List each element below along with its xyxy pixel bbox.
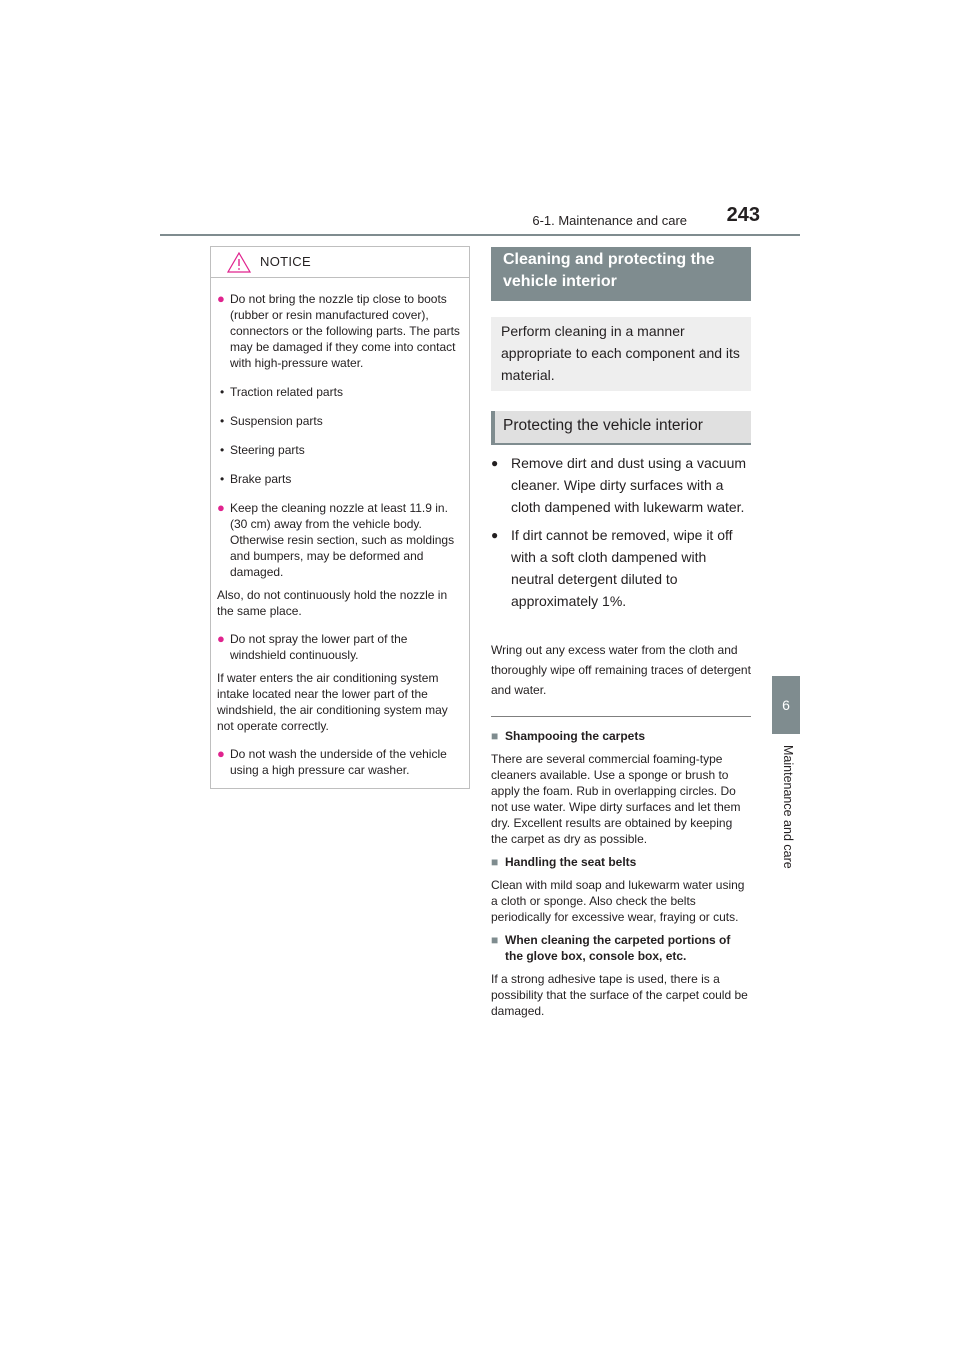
- square-bullet-icon: ■: [491, 855, 499, 869]
- warning-triangle-icon: [227, 252, 251, 273]
- intro-box: Perform cleaning in a manner appropriate to each component and its material.: [491, 317, 751, 391]
- care-notes: [491, 721, 751, 1019]
- detergent-note: Wring out any excess water from the cloth and thoroughly wipe off remaining traces of detergent and water.: [491, 643, 751, 697]
- notice-item: [217, 291, 463, 371]
- chapter-tab: 6: [772, 676, 800, 734]
- notice-part-text: Brake parts: [230, 472, 292, 486]
- notice-header: [211, 247, 469, 278]
- notice-box: [210, 246, 470, 789]
- section-title: 6-1. Maintenance and care: [532, 213, 687, 228]
- divider: [491, 716, 751, 717]
- list-item-text: Remove dirt and dust using a vacuum cleaner. Wipe dirty surfaces with a cloth dampened with lukewarm water.: [511, 455, 747, 515]
- notice-part: • Traction related parts: [220, 385, 343, 399]
- notice-part: • Suspension parts: [220, 414, 323, 428]
- notice-item-text: Do not spray the lower part of the windshield continuously.: [230, 632, 408, 662]
- notice-item: [217, 746, 463, 778]
- list-item-text: If dirt cannot be removed, wipe it off with a soft cloth dampened with neutral detergent diluted to approximately 1%.: [511, 527, 733, 609]
- instruction-list: [491, 452, 751, 618]
- notice-paragraph: Also, do not continuously hold the nozzle in the same place.: [217, 588, 448, 618]
- care-heading-text: Shampooing the carpets: [505, 729, 646, 743]
- notice-title: NOTICE: [260, 254, 311, 269]
- notice-part-text: Suspension parts: [230, 414, 323, 428]
- notice-part-text: Steering parts: [230, 443, 305, 457]
- notice-part: • Steering parts: [220, 443, 305, 457]
- care-text: Clean with mild soap and lukewarm water using a cloth or sponge. Also check the belts periodically for excessive wear, fraying or cuts.: [491, 878, 745, 924]
- care-text: There are several commercial foaming-type cleaners available. Use a sponge or brush to apply the foam. Rub in overlapping circles. Do not use water. Wipe dirty surfaces and let them dry. Excellent results are obtained by keeping the carpet as dry as possible.: [491, 752, 741, 846]
- square-bullet-icon: ■: [491, 729, 499, 743]
- bullet-dot-icon: ●: [217, 631, 225, 646]
- notice-part-text: Traction related parts: [230, 385, 343, 399]
- notice-paragraph: If water enters the air conditioning system intake located near the lower part of the windshield, the air conditioning system may not operate correctly.: [217, 671, 448, 733]
- care-heading: [491, 854, 751, 870]
- bullet-dot-icon: ●: [491, 456, 499, 470]
- notice-item-text: Do not bring the nozzle tip close to boots (rubber or resin manufactured cover), connectors or the following parts. The parts may be damaged if they come into contact with high-pressure water.: [230, 292, 460, 370]
- bullet-dot-icon: ●: [217, 746, 225, 761]
- care-heading: [491, 728, 751, 744]
- bullet-dot-icon: ●: [217, 291, 225, 306]
- bullet-dot-icon: ●: [491, 528, 499, 542]
- care-heading: [491, 932, 751, 964]
- subsection-title: Protecting the vehicle interior: [491, 411, 751, 445]
- list-item: [491, 452, 751, 518]
- notice-item: [217, 500, 463, 580]
- bullet-dot-icon: ●: [217, 500, 225, 515]
- page-number: 243: [726, 204, 760, 226]
- square-bullet-icon: ■: [491, 933, 499, 947]
- notice-part: • Brake parts: [220, 472, 292, 486]
- notice-item-text: Keep the cleaning nozzle at least 11.9 in. (30 cm) away from the vehicle body. Otherwise resin section, such as moldings and bumpers, may be deformed and damaged.: [230, 501, 455, 579]
- notice-item: [217, 631, 463, 663]
- chapter-label: Maintenance and care: [781, 745, 795, 869]
- care-heading-text: When cleaning the carpeted portions of the glove box, console box, etc.: [505, 933, 731, 963]
- page-header: [160, 202, 800, 236]
- care-text: If a strong adhesive tape is used, there is a possibility that the surface of the carpet could be damaged.: [491, 972, 748, 1018]
- notice-item-text: Do not wash the underside of the vehicle using a high pressure car washer.: [230, 747, 447, 777]
- list-item: [491, 524, 751, 612]
- care-heading-text: Handling the seat belts: [505, 855, 637, 869]
- section-banner: Cleaning and protecting the vehicle interior: [491, 247, 751, 301]
- notice-body: [211, 278, 469, 778]
